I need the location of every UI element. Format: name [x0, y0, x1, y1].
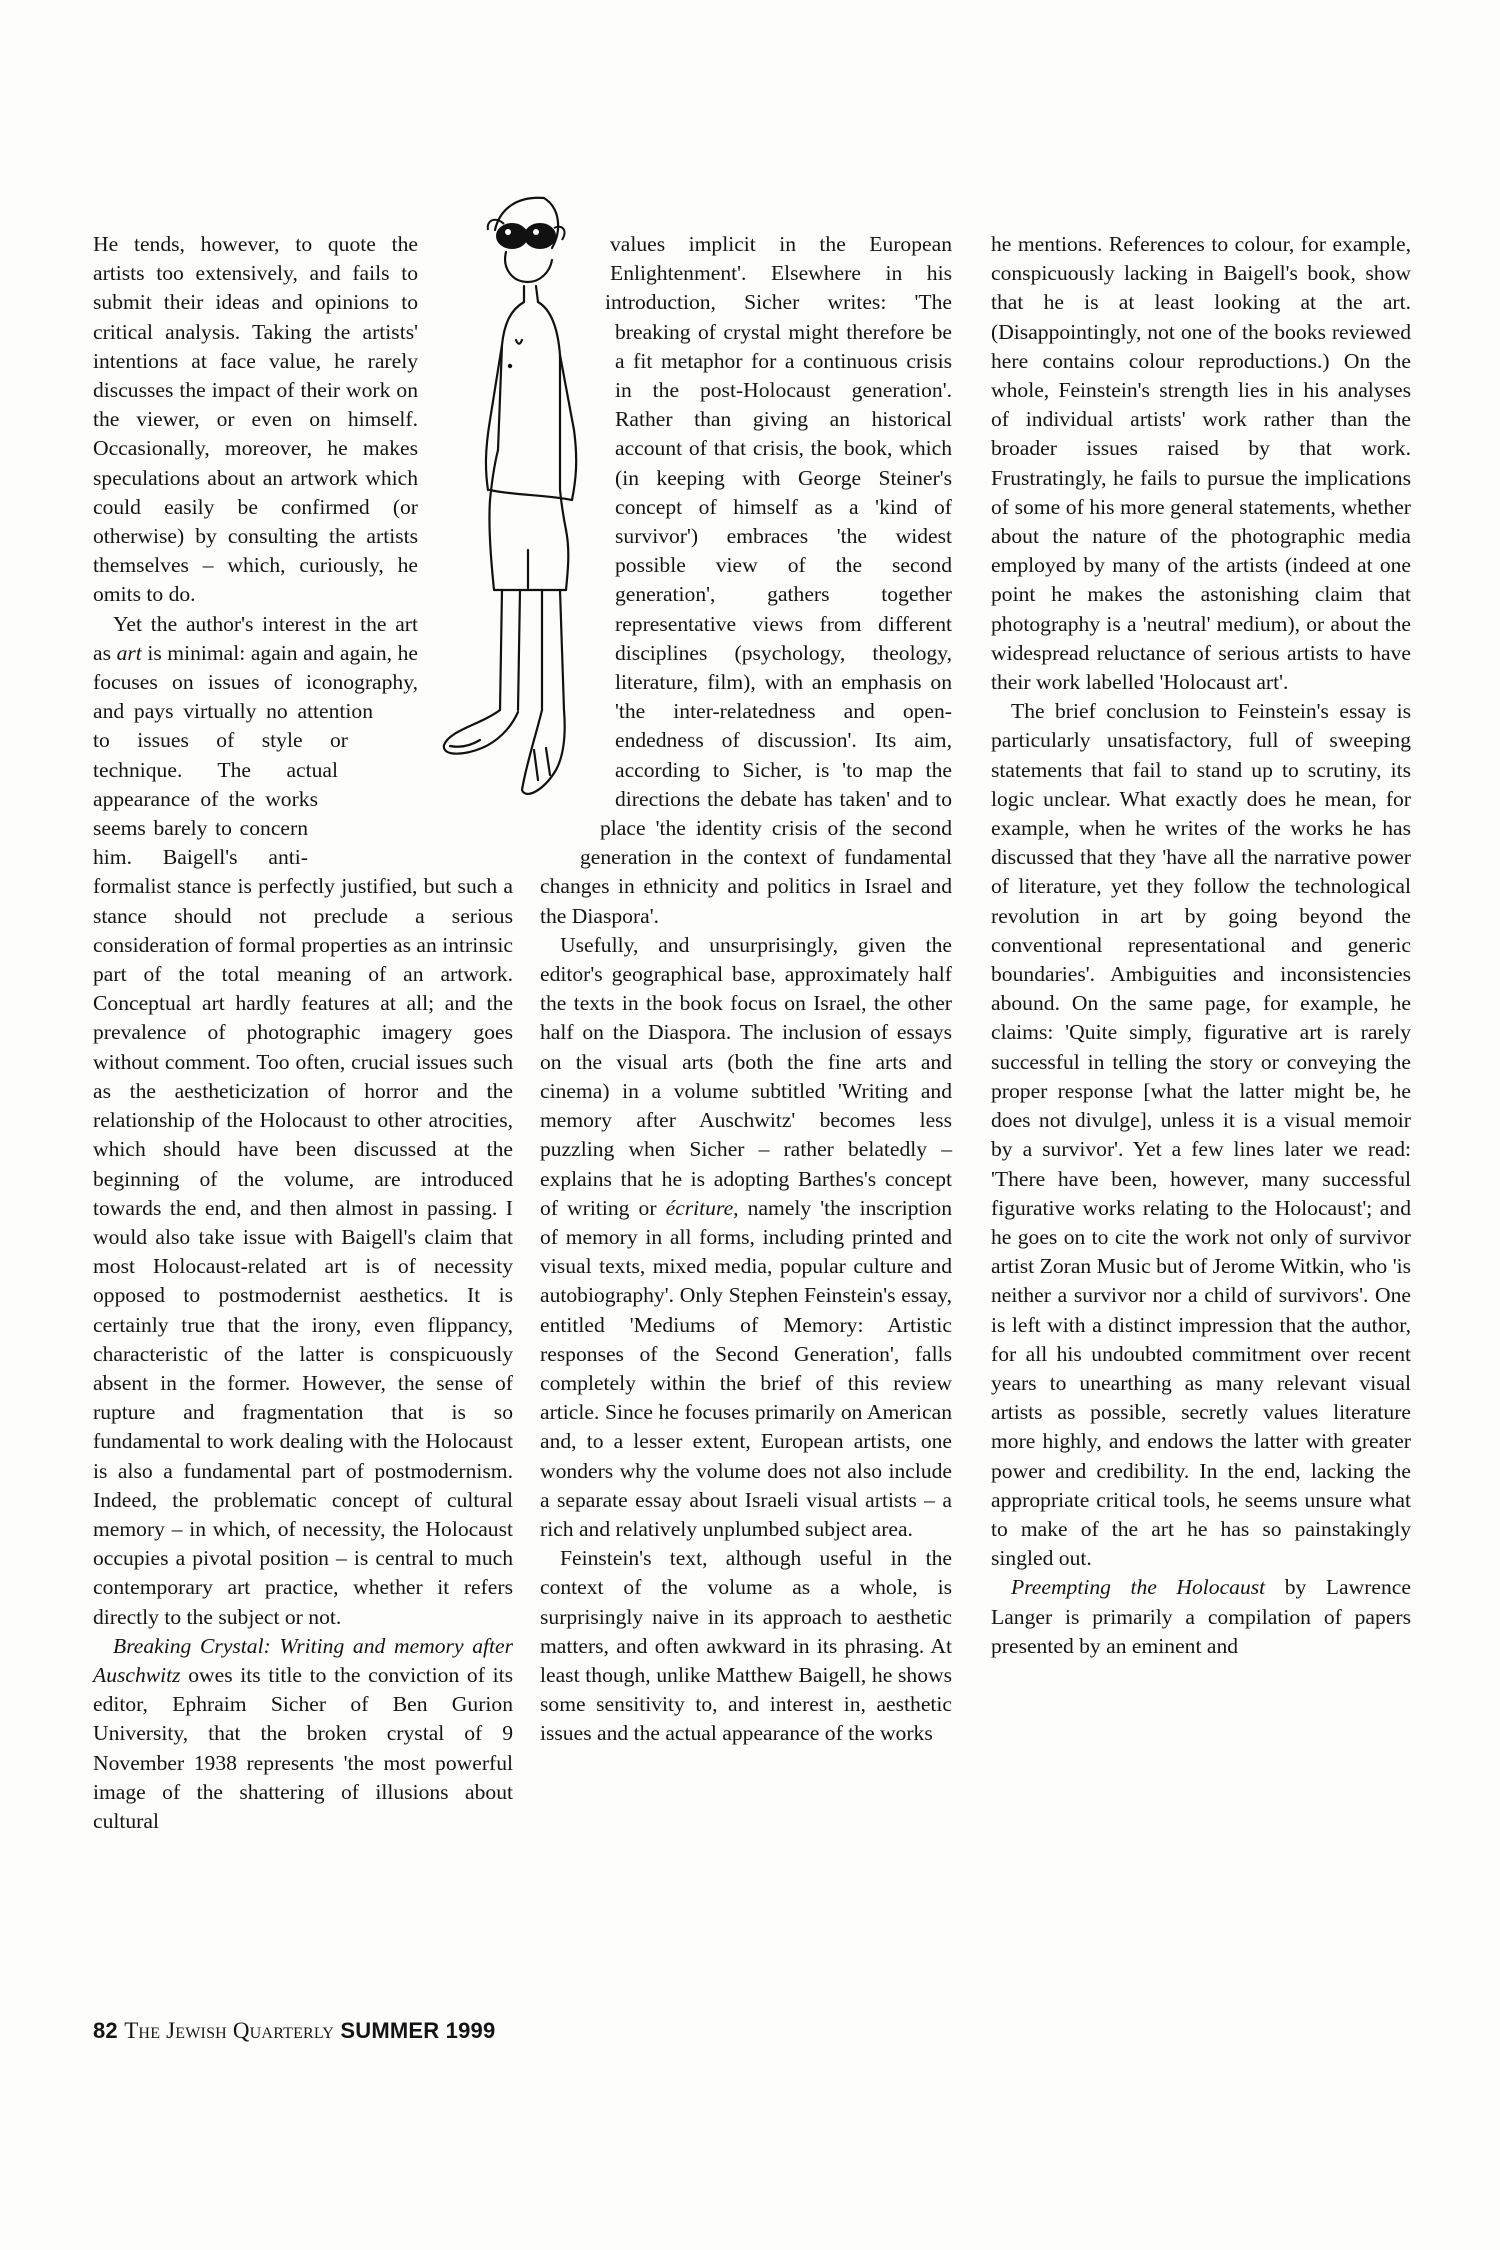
italic-word: art — [116, 640, 142, 665]
italic-word: écriture, — [665, 1195, 739, 1220]
book-title: Preempting the Holocaust — [1011, 1575, 1266, 1600]
col2-paragraph-2: Usefully, and unsurprisingly, given the editor's geographical base, approximately half the texts in the book focus on Israel, the other half on the Diaspora. The inclusion of essays on the visual arts (both the fine arts and cinema) in a volume subtitled 'Writing and memory after Auschwitz' becomes less puzzling when Sicher – rather belatedly – explains that he is adopting Barthes's concept of writing or écriture, namely 'the inscription of memory in all forms, including printed and visual texts, mixed media, popular culture and autobiography'. Only Stephen Feinstein's essay, entitled 'Mediums of Memory: Artistic responses of the Second Generation', falls completely within the brief of this review article. Since he focuses primarily on American and, to a lesser extent, European artists, one wonders why the volume does not also include a separate essay about Israeli visual artists – a rich and relatively unplumbed subject area. — [540, 932, 952, 1541]
col2-paragraph-3: Feinstein's text, although useful in the context of the volume as a whole, is surprisingly naive in its approach to aesthetic matters, and often awkward in its phrasing. At least though, unlike Matthew Baigell, he shows some sensitivity to, and interest in, aesthetic issues and the actual appearance of the works — [540, 1546, 952, 1746]
snorkeler-illustration — [440, 190, 620, 870]
col1-paragraph-1: He tends, however, to quote the artists too extensively, and fails to submit their ideas and opinions to critical analysis. Taking the artists' intentions at face value, he rarely discusses the impact of their work on the viewer, or even on himself. Occasionally, moreover, he makes speculations about an artwork which could easily be confirmed (or otherwise) by consulting the artists themselves – which, curiously, he omits to do. — [93, 232, 418, 607]
magazine-title: The Jewish Quarterly — [124, 2018, 335, 2043]
col1-paragraph-3: Breaking Crystal: Writing and memory after Auschwitz owes its title to the conviction of its editor, Ephraim Sicher of Ben Gurion University, that the broken crystal of 9 November 1938 represents 'the most powerful image of the shattering of illusions about cultural — [93, 1633, 513, 1833]
col3-paragraph-1: he mentions. References to colour, for example, conspicuously lacking in Baigell's book, show that he is at least looking at the art. (Disappointingly, not one of the books reviewed here contains colour reproductions.) On the whole, Feinstein's strength lies in his analyses of individual artists' work rather than the broader issues raised by that work. Frustratingly, he fails to pursue the implications of some of his more general statements, whether about the nature of the photographic media employed by many of the artists (indeed at one point he makes the astonishing claim that photography is a 'neutral' medium), or about the widespread reluctance of serious artists to have their work labelled 'Holocaust art'. — [991, 232, 1411, 695]
page-number: 82 — [93, 2018, 118, 2043]
col3-paragraph-2: The brief conclusion to Feinstein's essay is particularly unsatisfactory, full of sweeping statements that fail to stand up to scrutiny, its logic unclear. What exactly does he mean, for example, when he writes of the works he has discussed that they 'have all the narrative power of literature, yet they follow the technological revolution in art by going beyond the conventional representational and generic boundaries'. Ambiguities and inconsistencies abound. On the same page, for example, he claims: 'Quite simply, figurative art is rarely successful in telling the story or conveying the proper response [what the latter might be, he does not divulge], unless it is a visual memoir by a survivor'. Yet a few lines later we read: 'There have been, however, many successful figurative works relating to the Holocaust'; and he goes on to cite the work not only of survivor artist Zoran Music but of Jerome Witkin, who 'is neither a survivor nor a child of survivors'. One is left with a distinct impression that the author, for all his undoubted commitment over recent years to unearthing as many relevant visual artists as possible, secretly values literature more highly, and endows the latter with greater power and credibility. In the end, lacking the appropriate critical tools, he seems unsure what to make of the art he has so painstakingly singled out. — [991, 699, 1411, 1571]
col3-paragraph-3: Preempting the Holocaust by Lawrence Langer is primarily a compilation of papers presented by an eminent and — [991, 1575, 1411, 1658]
page-footer — [93, 2018, 495, 2044]
col1-paragraph-2: Yet the author's interest in the art as art is minimal: again and again, he focuses on issues of iconography, and pays virtually no attention to issues of style or technique. The actual appearance of the works seems barely to concern him. Baigell's anti-formalist stance is perfectly justified, but such a stance should not preclude a serious consideration of formal properties as an intrinsic part of the total meaning of an artwork. Conceptual art hardly features at all; and the prevalence of photographic imagery goes without comment. Too often, crucial issues such as the aestheticization of horror and the relationship of the Holocaust to other atrocities, which should have been discussed at the beginning of the volume, are introduced towards the end, and then almost in passing. I would also take issue with Baigell's claim that most Holocaust-related art is of necessity opposed to postmodernist aesthetics. It is certainly true that the irony, even flippancy, characteristic of the latter is conspicuously absent in the former. However, the sense of rupture and fragmentation that is so fundamental to work dealing with the Holocaust is also a fundamental part of postmodernism. Indeed, the problematic concept of cultural memory – in which, of necessity, the Holocaust occupies a pivotal position – is central to much contemporary art practice, whether it refers directly to the subject or not. — [93, 611, 513, 1629]
col2-paragraph-1: values implicit in the European Enlightenment'. Elsewhere in his introduction, Sicher writes: 'The breaking of crystal might therefore be a fit metaphor for a continuous crisis in the post-Holocaust generation'. Rather than giving an historical account of that crisis, the book, which (in keeping with George Steiner's concept of himself as a 'kind of survivor') embraces 'the widest possible view of the second generation', gathers together representative views from different disciplines (psychology, theology, literature, film), with an emphasis on 'the inter-relatedness and open-endedness of discussion'. Its aim, according to Sicher, is 'to map the directions the debate has taken' and to place 'the identity crisis of the second generation in the context of fundamental changes in ethnicity and politics in Israel and the Diaspora'. — [540, 232, 952, 928]
book-title: Breaking Crystal: Writing and memory after Auschwitz — [93, 1633, 513, 1687]
issue-date: SUMMER 1999 — [340, 2018, 496, 2043]
column-3 — [991, 230, 1411, 1661]
